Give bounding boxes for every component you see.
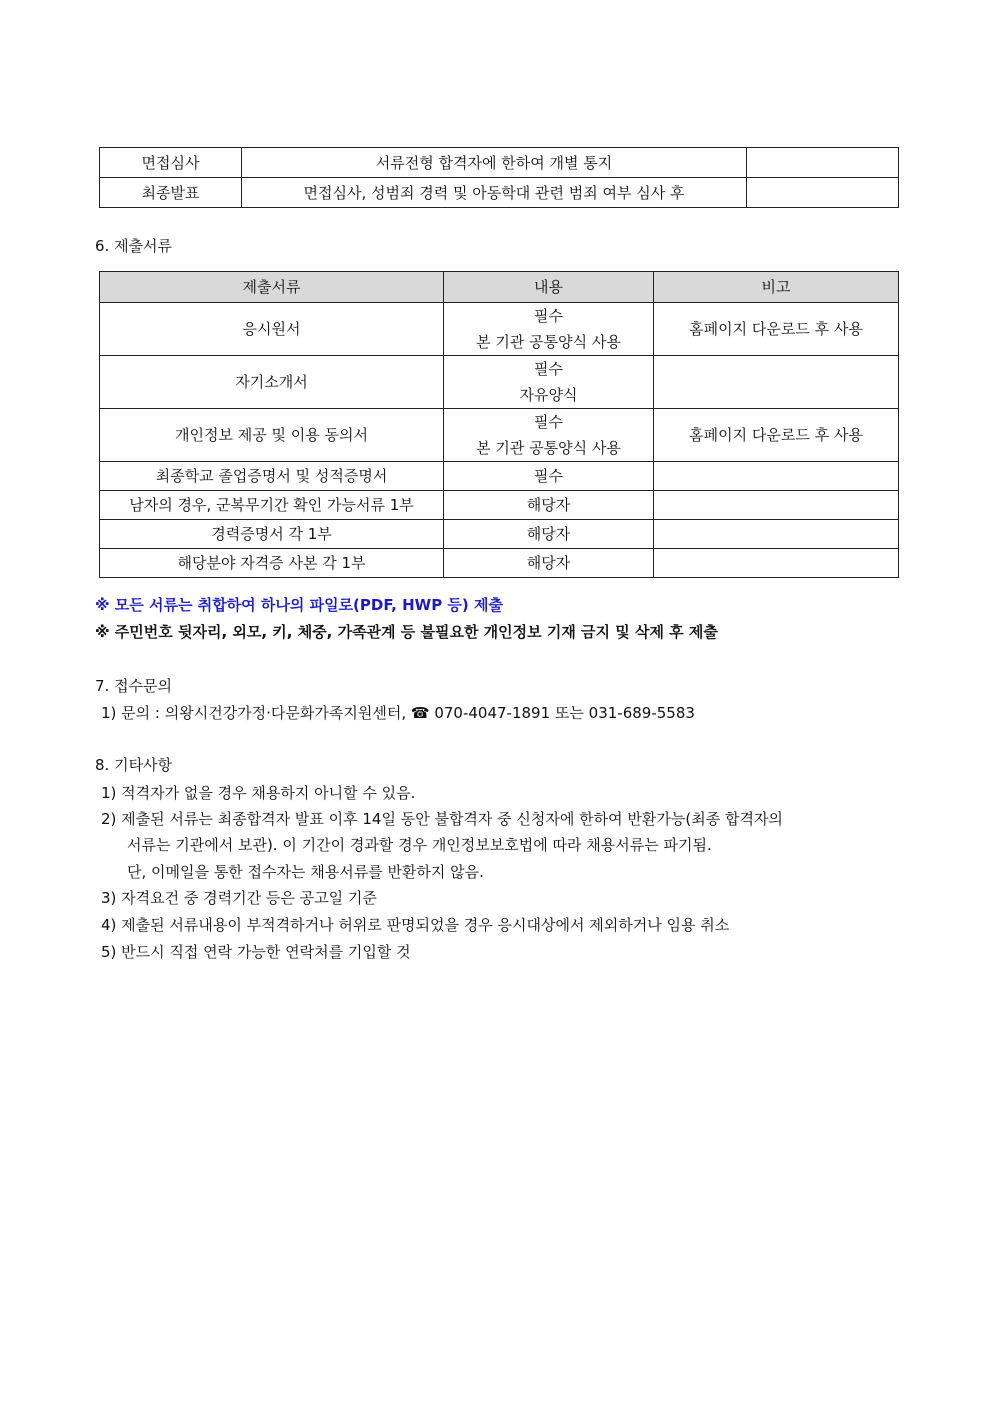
section6-title: 6. 제출서류: [95, 237, 173, 255]
content-cell: [444, 303, 654, 356]
notice-personal-info: ※ 주민번호 뒷자리, 외모, 키, 체중, 가족관계 등 불필요한 개인정보 기재 금지 및 삭제 후 제출: [95, 623, 718, 641]
contact-line: 1) 문의 : 의왕시건강가정·다문화가족지원센터, ☎ 070-4047-1891 또는 031-689-5583: [101, 704, 695, 722]
content-line: 필수: [534, 307, 563, 325]
list-item: 3) 자격요건 중 경력기간 등은 공고일 기준: [101, 889, 377, 907]
doc-cell: 자기소개서: [100, 356, 444, 409]
schedule-label: 최종발표: [100, 178, 242, 208]
schedule-label: 면접심사: [100, 148, 242, 178]
table-row: [100, 178, 899, 208]
doc-cell: 응시원서: [100, 303, 444, 356]
table-row: [100, 303, 899, 356]
doc-cell: 남자의 경우, 군복무기간 확인 가능서류 1부: [100, 491, 444, 520]
list-item: 2) 제출된 서류는 최종합격자 발표 이후 14일 동안 불합격자 중 신청자에 한하여 반환가능(최종 합격자의: [101, 810, 783, 828]
list-item: 5) 반드시 직접 연락 가능한 연락처를 기입할 것: [101, 943, 411, 961]
table-row: [100, 549, 899, 578]
header-note: 비고: [654, 272, 899, 303]
content-cell: 필수: [444, 462, 654, 491]
note-cell: 홈페이지 다운로드 후 사용: [654, 409, 899, 462]
schedule-content: 서류전형 합격자에 한하여 개별 통지: [242, 148, 747, 178]
table-header-row: [100, 272, 899, 303]
content-line: 필수: [534, 360, 563, 378]
content-cell: [444, 409, 654, 462]
content-line: 본 기관 공통양식 사용: [476, 333, 621, 351]
list-item-continued: 서류는 기관에서 보관). 이 기간이 경과할 경우 개인정보보호법에 따라 채용서류는 파기됨.: [127, 836, 712, 854]
content-line: 자유양식: [519, 386, 578, 404]
section8-title: 8. 기타사항: [95, 756, 173, 774]
schedule-table: [99, 147, 899, 208]
table-row: [100, 462, 899, 491]
header-doc: 제출서류: [100, 272, 444, 303]
content-cell: 해당자: [444, 520, 654, 549]
note-cell: [654, 549, 899, 578]
doc-cell: 개인정보 제공 및 이용 동의서: [100, 409, 444, 462]
section7-title: 7. 접수문의: [95, 677, 173, 695]
list-item: 4) 제출된 서류내용이 부적격하거나 허위로 판명되었을 경우 응시대상에서 제외하거나 임용 취소: [101, 916, 730, 934]
note-cell: 홈페이지 다운로드 후 사용: [654, 303, 899, 356]
table-row: [100, 356, 899, 409]
content-line: 본 기관 공통양식 사용: [476, 439, 621, 457]
table-row: [100, 491, 899, 520]
note-cell: [654, 462, 899, 491]
content-cell: [444, 356, 654, 409]
content-cell: 해당자: [444, 491, 654, 520]
header-content: 내용: [444, 272, 654, 303]
table-row: [100, 520, 899, 549]
list-item-continued: 단, 이메일을 통한 접수자는 채용서류를 반환하지 않음.: [127, 863, 484, 881]
schedule-content: 면접심사, 성범죄 경력 및 아동학대 관련 범죄 여부 심사 후: [242, 178, 747, 208]
note-cell: [654, 491, 899, 520]
content-cell: 해당자: [444, 549, 654, 578]
documents-table: [99, 271, 899, 578]
table-row: [100, 409, 899, 462]
content-line: 필수: [534, 413, 563, 431]
note-cell: [654, 356, 899, 409]
doc-cell: 최종학교 졸업증명서 및 성적증명서: [100, 462, 444, 491]
notice-file-format: ※ 모든 서류는 취합하여 하나의 파일로(PDF, HWP 등) 제출: [95, 596, 503, 614]
table-row: [100, 148, 899, 178]
schedule-note: [747, 148, 899, 178]
doc-cell: 경력증명서 각 1부: [100, 520, 444, 549]
list-item: 1) 적격자가 없을 경우 채용하지 아니할 수 있음.: [101, 784, 416, 802]
doc-cell: 해당분야 자격증 사본 각 1부: [100, 549, 444, 578]
note-cell: [654, 520, 899, 549]
schedule-note: [747, 178, 899, 208]
